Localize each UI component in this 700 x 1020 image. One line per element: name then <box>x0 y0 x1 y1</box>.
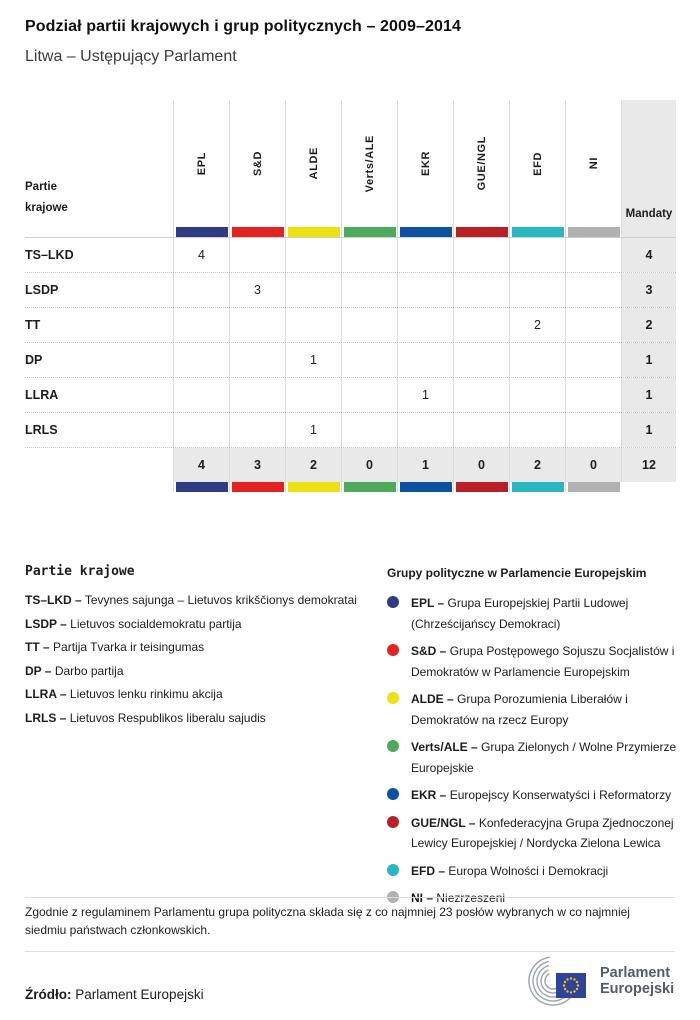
group-color-bar <box>456 227 508 237</box>
mandates-cell: 1 <box>621 378 676 412</box>
column-header-efd: EFD <box>509 100 565 227</box>
seat-cell <box>565 238 621 272</box>
party-label: TT <box>25 318 41 332</box>
column-header-verts-ale: Verts/ALE <box>341 100 397 227</box>
source-label: Źródło: <box>25 987 72 1002</box>
seat-cell <box>285 238 341 272</box>
group-color-dot <box>387 788 399 800</box>
seat-cell <box>341 413 397 447</box>
seat-cell <box>453 238 509 272</box>
seat-cell <box>453 343 509 377</box>
group-color-bar <box>232 482 284 492</box>
legend-groups-heading: Grupy polityczne w Parlamencie Europejskim <box>387 566 647 580</box>
group-color-dot <box>387 692 399 704</box>
divider <box>25 951 675 952</box>
seats-table <box>25 100 676 492</box>
table-header-row <box>25 100 676 227</box>
seat-cell <box>173 378 229 412</box>
seat-cell <box>565 343 621 377</box>
list-item: DP – Darbo partija <box>25 663 124 678</box>
seat-cell: 2 <box>509 308 565 342</box>
group-color-bar-row-bottom <box>25 482 676 492</box>
footnote-text: Zgodnie z regulaminem Parlamentu grupa polityczna składa się z co najmniej 23 posłów wybranych w co najmniej siedmiu państwach członkowskich. <box>25 905 630 937</box>
seat-cell: 1 <box>397 378 453 412</box>
total-mandates-cell: 12 <box>621 448 676 482</box>
seat-cell <box>509 378 565 412</box>
party-label: DP <box>25 353 43 367</box>
table-row <box>25 412 676 447</box>
page-title: Podział partii krajowych i grup politycznych – 2009–2014 <box>25 18 461 35</box>
list-item: EKR – Europejscy Konserwatyści i Reformatorzy <box>387 785 679 806</box>
seat-cell <box>341 273 397 307</box>
row-header-label: Partie krajowe <box>25 181 68 214</box>
total-cell: 2 <box>285 448 341 482</box>
seat-cell <box>229 378 285 412</box>
table-row <box>25 272 676 307</box>
mandates-cell: 3 <box>621 273 676 307</box>
column-header-alde: ALDE <box>285 100 341 227</box>
seat-cell <box>397 238 453 272</box>
total-cell: 3 <box>229 448 285 482</box>
seat-cell <box>285 378 341 412</box>
list-item: EFD – Europa Wolności i Demokracji <box>387 861 679 882</box>
list-item: LLRA – Lietuvos lenku rinkimu akcija <box>25 687 223 701</box>
seat-cell <box>565 273 621 307</box>
seat-cell <box>341 343 397 377</box>
seat-cell <box>453 273 509 307</box>
seat-cell <box>173 273 229 307</box>
seat-cell <box>397 308 453 342</box>
list-item: TS–LKD – Tevynes sajunga – Lietuvos krikščionys demokratai <box>25 593 357 607</box>
column-header-epl: EPL <box>173 100 229 227</box>
seat-cell: 1 <box>285 413 341 447</box>
table-row <box>25 342 676 377</box>
seat-cell <box>397 273 453 307</box>
total-cell: 0 <box>453 448 509 482</box>
group-color-bar <box>400 227 452 237</box>
mandates-cell: 4 <box>621 238 676 272</box>
total-cell: 0 <box>565 448 621 482</box>
list-item: LRLS – Lietuvos Respublikos liberalu sajudis <box>25 710 266 725</box>
row-header-cell <box>25 100 173 227</box>
list-item: ALDE – Grupa Porozumienia Liberałów i Demokratów na rzecz Europy <box>387 689 679 730</box>
column-header-sd: S&D <box>229 100 285 227</box>
divider <box>25 897 675 898</box>
group-color-dot <box>387 596 399 608</box>
seat-cell <box>229 343 285 377</box>
group-color-bar <box>176 482 228 492</box>
column-header-ekr: EKR <box>397 100 453 227</box>
group-color-bar <box>344 227 396 237</box>
total-cell: 1 <box>397 448 453 482</box>
total-cell: 0 <box>341 448 397 482</box>
seat-cell <box>453 308 509 342</box>
group-color-bar <box>512 227 564 237</box>
ep-logo-text: Parlament Europejski <box>600 965 675 997</box>
group-color-dot <box>387 740 399 752</box>
group-color-dot <box>387 864 399 876</box>
party-label: TS–LKD <box>25 248 74 262</box>
list-item: NI – Niezrzeszeni <box>387 888 679 909</box>
party-label: LLRA <box>25 388 59 402</box>
legend-political-groups <box>387 566 679 916</box>
seat-cell <box>509 273 565 307</box>
seat-cell <box>173 308 229 342</box>
seat-cell <box>509 238 565 272</box>
source-line <box>25 987 204 1002</box>
seat-cell <box>509 413 565 447</box>
group-color-bar <box>568 227 620 237</box>
eu-flag-icon <box>556 973 586 998</box>
seat-cell <box>173 413 229 447</box>
seat-cell <box>229 413 285 447</box>
group-color-dot <box>387 644 399 656</box>
group-color-bar-row-top <box>25 227 676 237</box>
list-item: LSDP – Lietuvos socialdemokratu partija <box>25 616 242 631</box>
source-text: Parlament Europejski <box>75 987 204 1002</box>
table-row <box>25 307 676 342</box>
seat-cell <box>565 378 621 412</box>
column-header-gue-ngl: GUE/NGL <box>453 100 509 227</box>
group-color-bar <box>288 227 340 237</box>
seat-cell <box>453 378 509 412</box>
seat-cell <box>229 238 285 272</box>
group-color-bar <box>512 482 564 492</box>
seat-cell <box>341 378 397 412</box>
group-color-bar <box>568 482 620 492</box>
seat-cell <box>565 413 621 447</box>
total-cell: 2 <box>509 448 565 482</box>
group-color-bar <box>456 482 508 492</box>
seat-cell <box>173 343 229 377</box>
seat-cell <box>453 413 509 447</box>
group-color-dot <box>387 816 399 828</box>
seat-cell <box>341 238 397 272</box>
hemicycle-icon <box>522 954 590 1008</box>
seat-cell <box>509 343 565 377</box>
group-color-bar <box>288 482 340 492</box>
group-color-bar <box>400 482 452 492</box>
legend-national-parties <box>25 564 375 734</box>
mandates-cell: 2 <box>621 308 676 342</box>
seat-cell <box>397 343 453 377</box>
seat-cell <box>285 308 341 342</box>
mandates-cell: 1 <box>621 343 676 377</box>
group-color-bar <box>232 227 284 237</box>
totals-row <box>25 447 676 482</box>
group-color-bar <box>176 227 228 237</box>
party-label: LRLS <box>25 423 58 437</box>
table-row <box>25 237 676 272</box>
list-item: Verts/ALE – Grupa Zielonych / Wolne Przymierze Europejskie <box>387 737 679 778</box>
list-item: EPL – Grupa Europejskiej Partii Ludowej (Chrześcijańscy Demokraci) <box>387 593 679 634</box>
list-item: S&D – Grupa Postępowego Sojuszu Socjalistów i Demokratów w Parlamencie Europejskim <box>387 641 679 682</box>
seat-cell <box>565 308 621 342</box>
column-header-mandaty: Mandaty <box>621 100 676 227</box>
seat-cell: 3 <box>229 273 285 307</box>
ep-logo <box>522 954 674 1008</box>
mandates-cell: 1 <box>621 413 676 447</box>
total-cell: 4 <box>173 448 229 482</box>
column-header-ni: NI <box>565 100 621 227</box>
page-subtitle: Litwa – Ustępujący Parlament <box>25 48 237 65</box>
seat-cell <box>229 308 285 342</box>
seat-cell <box>285 273 341 307</box>
seat-cell: 1 <box>285 343 341 377</box>
seat-cell <box>397 413 453 447</box>
table-row <box>25 377 676 412</box>
list-item: GUE/NGL – Konfederacyjna Grupa Zjednoczonej Lewicy Europejskiej / Nordycka Zielona Lewica <box>387 813 679 854</box>
list-item: TT – Partija Tvarka ir teisingumas <box>25 640 205 654</box>
seat-cell: 4 <box>173 238 229 272</box>
group-color-bar <box>344 482 396 492</box>
party-label: LSDP <box>25 283 59 297</box>
legend-parties-heading: Partie krajowe <box>25 564 135 579</box>
seat-cell <box>341 308 397 342</box>
